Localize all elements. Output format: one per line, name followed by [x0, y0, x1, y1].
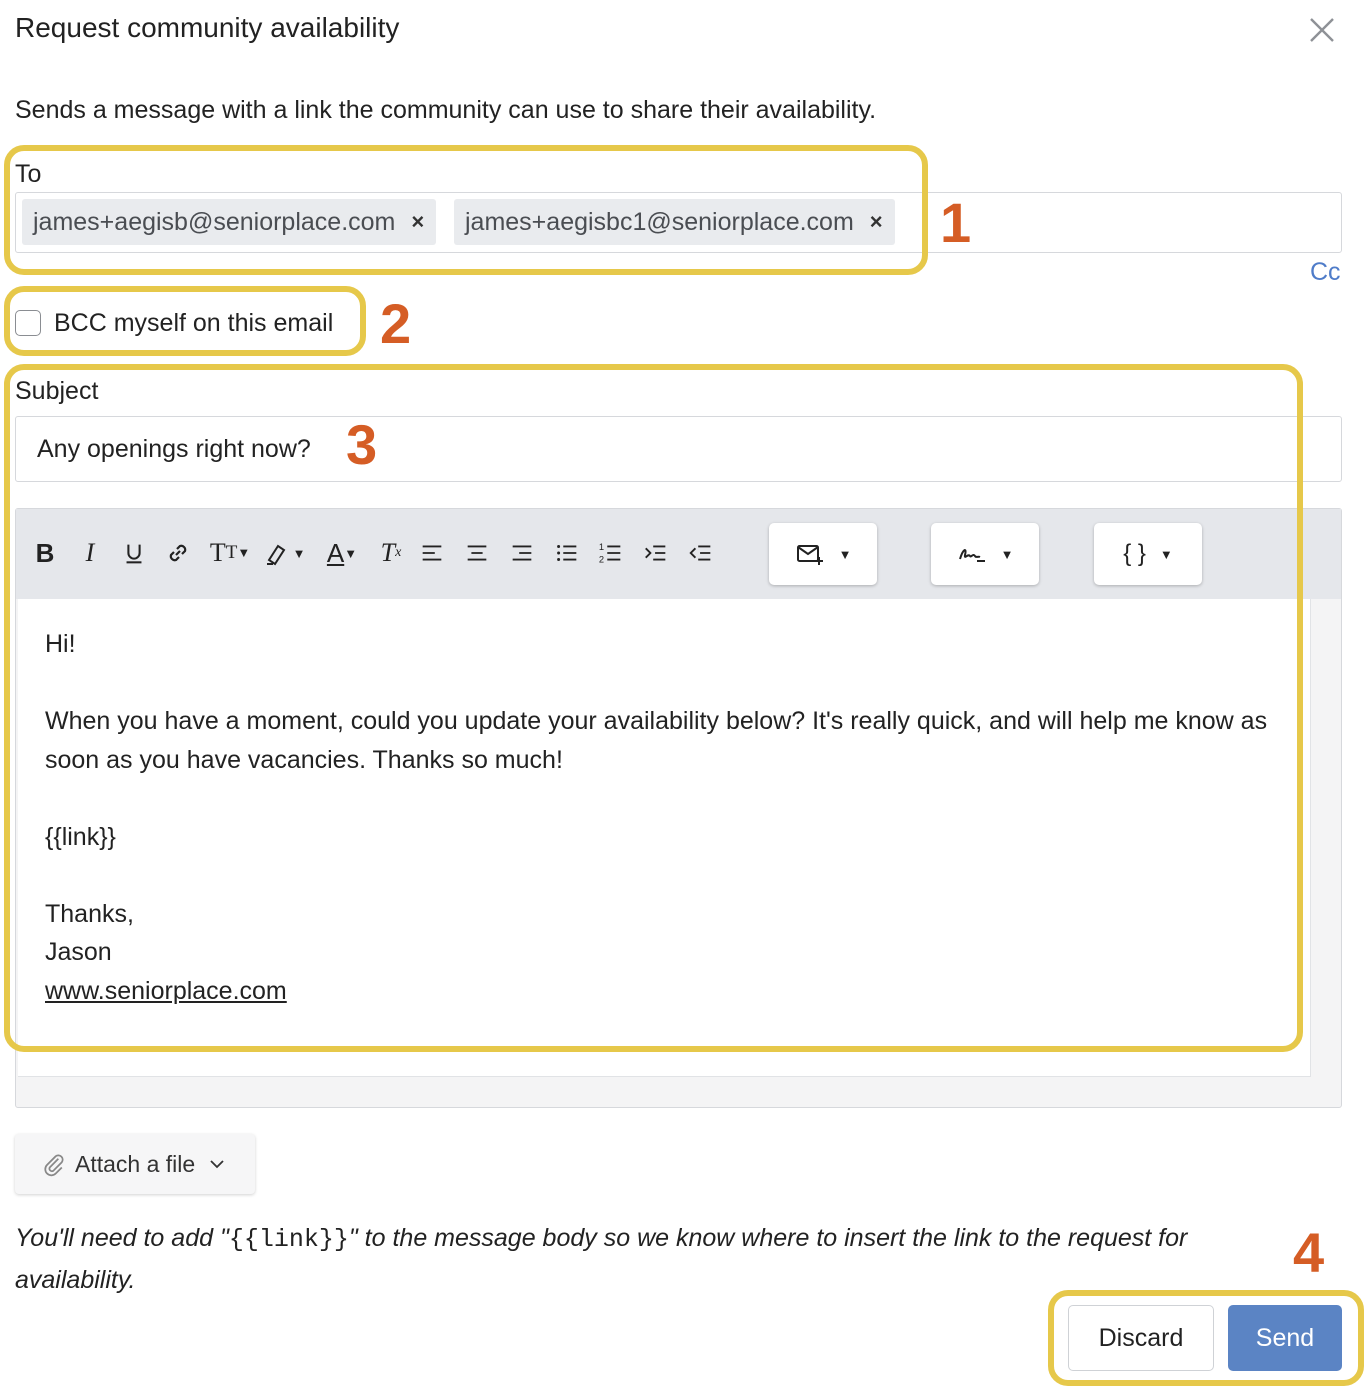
annotation-number: 2: [380, 292, 412, 355]
underline-icon[interactable]: [120, 536, 148, 570]
annotation-number: 1: [940, 191, 972, 254]
discard-button[interactable]: Discard: [1068, 1305, 1214, 1371]
signature-icon: [957, 539, 987, 569]
to-label: To: [15, 160, 42, 188]
body-line: www.seniorplace.com: [45, 976, 287, 1005]
body-line: [45, 856, 1295, 895]
bold-icon[interactable]: B: [35, 537, 55, 568]
link-hint: You'll need to add "{{link}}" to the message body so we know where to insert the link to the request for availability.: [15, 1224, 1188, 1294]
body-line: Hi!: [45, 630, 76, 658]
body-line: [45, 779, 1295, 818]
chevron-down-icon: ▼: [1159, 546, 1173, 562]
font-size-icon[interactable]: T T ▼: [209, 538, 251, 567]
clear-format-icon[interactable]: T x: [380, 538, 402, 567]
subject-label: Subject: [15, 377, 99, 405]
chevron-down-icon: ▼: [1000, 546, 1014, 562]
annotation-number: 4: [1293, 1221, 1325, 1284]
close-icon[interactable]: [1306, 14, 1338, 46]
body-line: [45, 664, 1295, 703]
signature-dropdown[interactable]: [931, 523, 1039, 585]
bcc-checkbox[interactable]: [15, 310, 41, 336]
recipient-chip: [454, 199, 895, 245]
paperclip-icon: [41, 1151, 67, 1177]
attach-label: Attach a file: [75, 1150, 196, 1177]
indent-icon[interactable]: [642, 536, 670, 570]
insert-template-icon: [795, 539, 825, 569]
subject-value: Any openings right now?: [37, 435, 311, 463]
chevron-down-icon: ▼: [838, 546, 852, 562]
svg-text:2: 2: [598, 554, 605, 565]
attach-file-button[interactable]: [15, 1134, 255, 1194]
cc-link[interactable]: Cc: [1310, 258, 1341, 286]
recipient-email: james+aegisb@seniorplace.com: [33, 207, 396, 236]
remove-recipient-icon[interactable]: ×: [411, 209, 425, 234]
insert-template-dropdown[interactable]: [769, 523, 877, 585]
outdent-icon[interactable]: [687, 536, 715, 570]
to-field[interactable]: [15, 192, 1342, 253]
numbered-list-icon[interactable]: [597, 536, 625, 570]
body-line: When you have a moment, could you update your availability below? It's really quick, and will help me know as soon as you have vacancies. Thanks so much!: [45, 707, 1268, 774]
body-line: Thanks,: [45, 899, 134, 928]
variables-icon: { }: [1123, 540, 1146, 567]
dialog-title: Request community availability: [15, 12, 400, 43]
variables-dropdown[interactable]: [1094, 523, 1202, 585]
body-line: Jason: [45, 938, 112, 966]
bullet-list-icon[interactable]: [553, 536, 581, 570]
send-button[interactable]: Send: [1228, 1305, 1342, 1371]
dialog-description: Sends a message with a link the community can use to share their availability.: [15, 96, 877, 124]
highlight-icon[interactable]: ▼: [262, 536, 306, 570]
editor-toolbar: [16, 509, 1341, 599]
recipient-chip: [22, 199, 436, 245]
align-right-icon[interactable]: [508, 536, 536, 570]
message-editor: [15, 508, 1342, 1108]
message-body-text: [45, 625, 1295, 1010]
svg-text:1: 1: [598, 542, 605, 553]
message-body[interactable]: [18, 599, 1311, 1077]
align-center-icon[interactable]: [463, 536, 491, 570]
align-left-icon[interactable]: [418, 536, 446, 570]
recipient-email: james+aegisbc1@seniorplace.com: [465, 207, 854, 236]
italic-icon[interactable]: I: [85, 538, 95, 567]
subject-input[interactable]: [15, 416, 1342, 482]
font-color-icon[interactable]: A ▼: [326, 537, 358, 568]
body-line: {{link}}: [45, 822, 116, 851]
bcc-label[interactable]: BCC myself on this email: [54, 309, 334, 337]
link-icon[interactable]: [162, 536, 194, 570]
chevron-down-icon: [207, 1154, 227, 1174]
remove-recipient-icon[interactable]: ×: [869, 209, 883, 234]
annotation-number: 3: [346, 413, 378, 476]
